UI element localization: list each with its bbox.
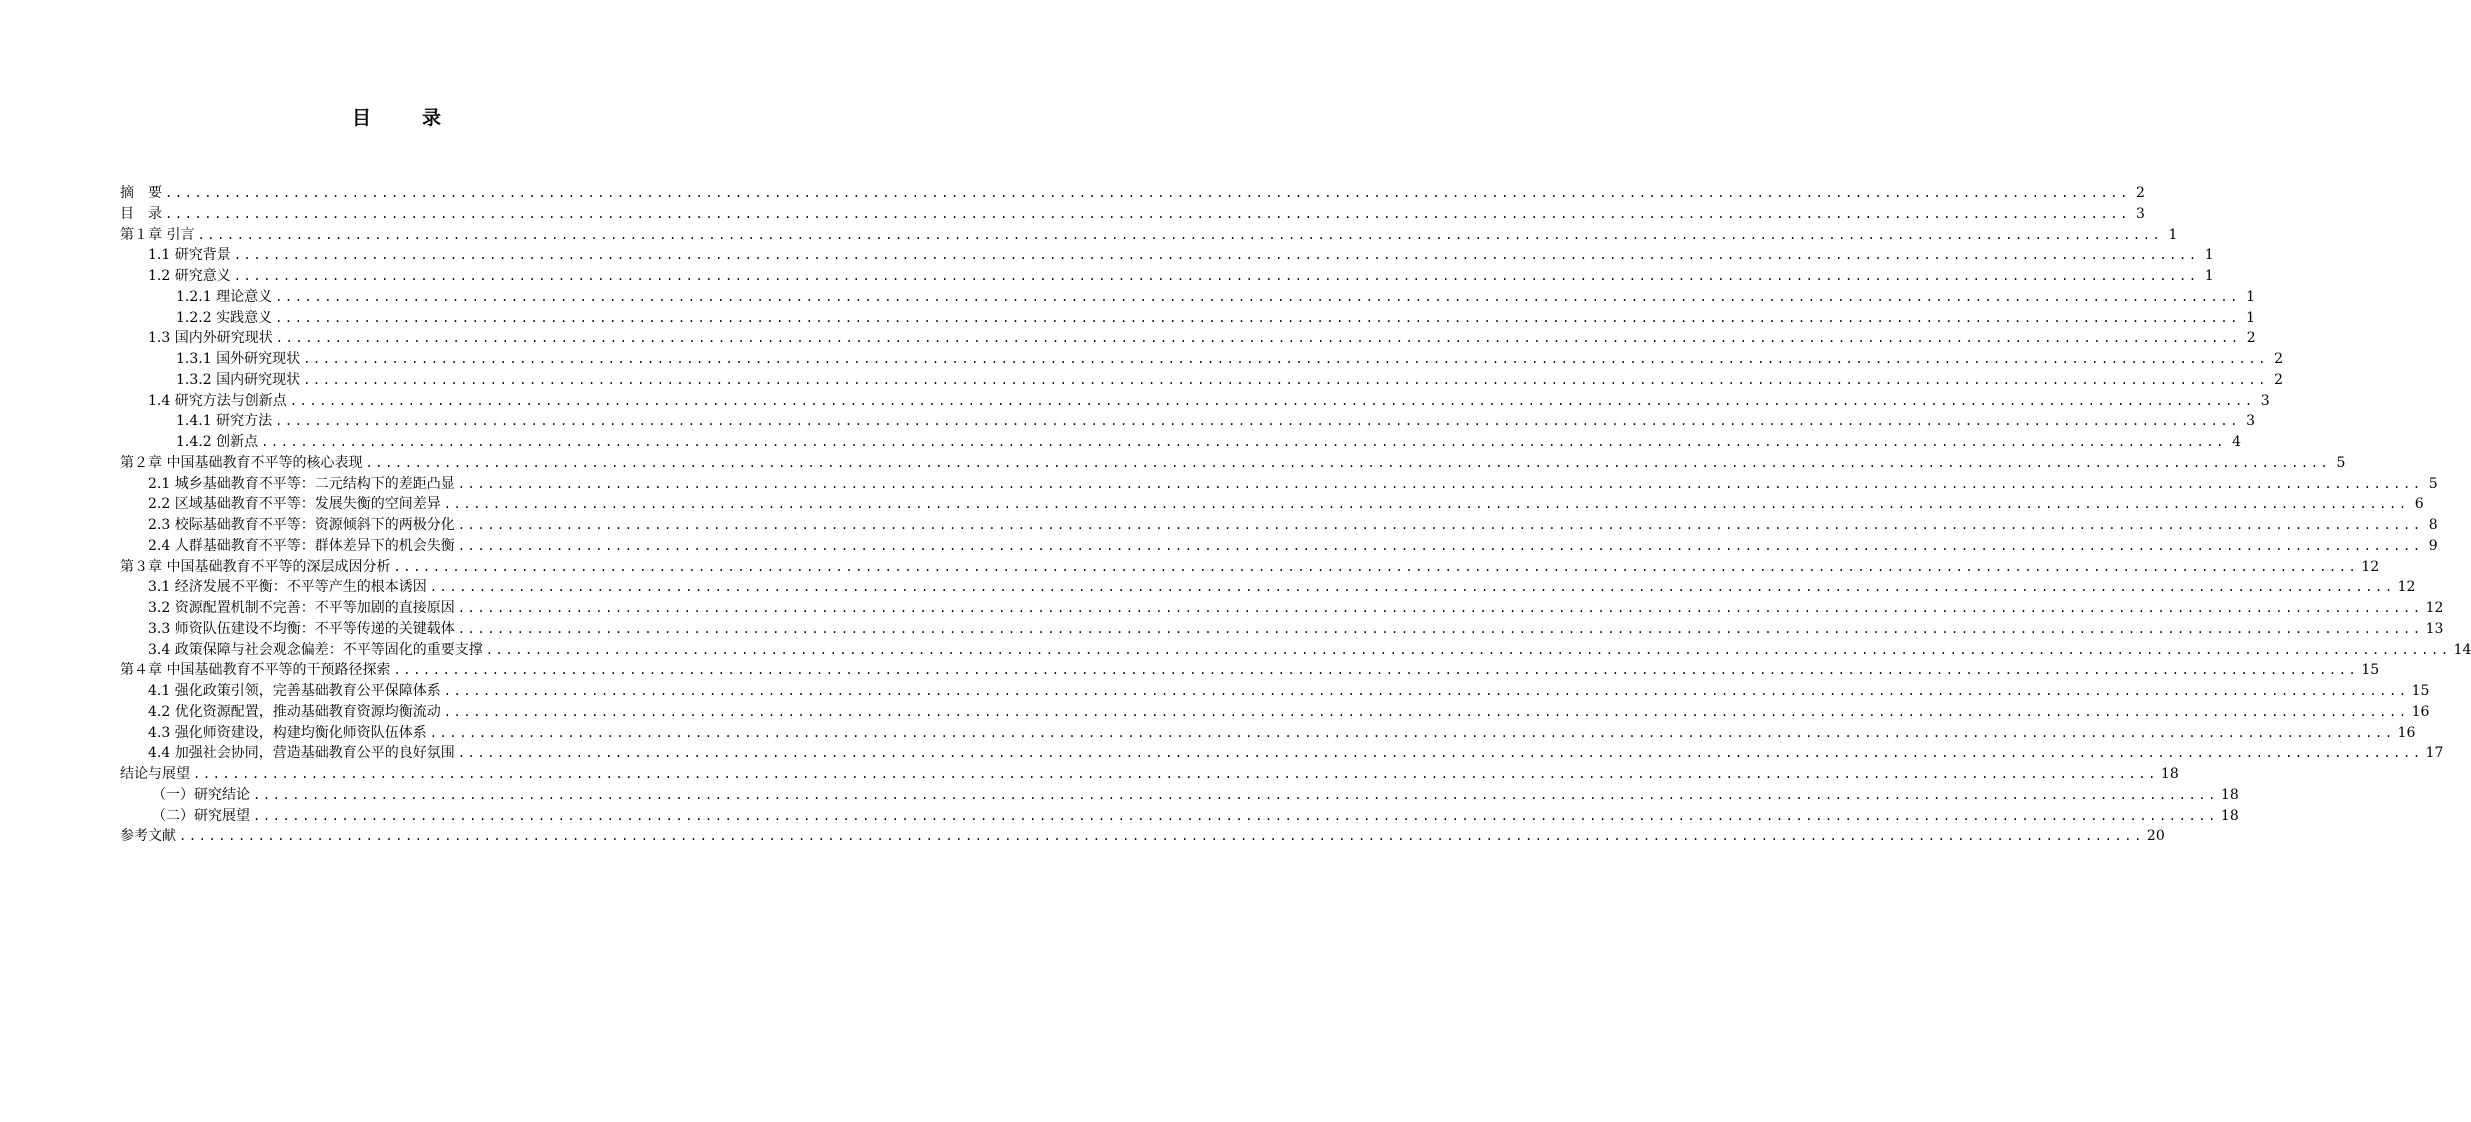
toc-entry-page-number: 2 (2246, 330, 2256, 347)
toc-entry-label: 1.3.2 国内研究现状 (176, 371, 301, 388)
toc-entry[interactable] (120, 308, 2255, 329)
toc-entry[interactable] (120, 245, 2214, 266)
toc-entry-label: 1.4.1 研究方法 (176, 413, 273, 430)
toc-entry[interactable] (120, 391, 2270, 412)
toc-entry-label: （一）研究结论 (152, 786, 250, 803)
toc-entry[interactable] (120, 557, 2380, 578)
toc-entry-label: 1.1 研究背景 (148, 247, 231, 264)
toc-entry-label: 3.2 资源配置机制不完善：不平等加剧的直接原因 (148, 600, 455, 616)
toc-entry-label: 2.2 区域基础教育不平等：发展失衡的空间差异 (148, 496, 441, 513)
toc-entry[interactable] (120, 453, 2346, 474)
toc-entry-label: 1.4 研究方法与创新点 (148, 392, 287, 409)
toc-entry[interactable] (120, 370, 2283, 391)
dot-leader: ........................................................................................................................................................................................................ (193, 767, 2158, 781)
toc-entry-label: 1.4.2 创新点 (176, 434, 259, 450)
toc-entry[interactable] (120, 598, 2444, 619)
toc-entry[interactable] (120, 225, 2178, 246)
toc-entry-label: 4.4 加强社会协同，营造基础教育公平的良好氛围 (148, 745, 455, 762)
dot-leader: ........................................................................................................................................................................................................ (303, 372, 2268, 387)
toc-entry-label: 摘 要 (120, 185, 162, 201)
dot-leader: ........................................................................................................................................................................................................ (393, 559, 2359, 574)
dot-leader: ........................................................................................................................................................................................................ (303, 352, 2268, 366)
dot-leader: ........................................................................................................................................................................................................ (443, 497, 2409, 512)
toc-entry[interactable] (120, 349, 2283, 370)
toc-entry[interactable] (120, 183, 2145, 204)
toc-entry[interactable] (120, 328, 2256, 349)
toc-entry-label: 第３章 中国基础教育不平等的深层成因分析 (120, 558, 391, 575)
table-of-contents (120, 183, 2471, 847)
toc-entry-page-number: 15 (2361, 662, 2380, 679)
toc-entry-page-number: 2 (2274, 371, 2283, 388)
toc-entry-label: 1.2.1 理论意义 (176, 288, 273, 305)
toc-entry-label: 第２章 中国基础教育不平等的核心表现 (120, 454, 363, 471)
dot-leader: ........................................................................................................................................................................................................ (457, 746, 2423, 761)
toc-entry[interactable] (120, 536, 2438, 557)
toc-entry[interactable] (120, 785, 2239, 806)
toc-title: 目 录 (351, 107, 457, 129)
dot-leader: ........................................................................................................................................................................................................ (365, 455, 2331, 470)
dot-leader: ........................................................................................................................................................................................................ (197, 227, 2163, 242)
toc-entry-page-number: 14 (2453, 641, 2471, 658)
dot-leader: ........................................................................................................................................................................................................ (443, 684, 2409, 698)
dot-leader: ........................................................................................................................................................................................................ (165, 206, 2130, 221)
toc-entry-page-number: 1 (2168, 226, 2178, 243)
toc-entry-page-number: 15 (2411, 683, 2430, 699)
dot-leader: ........................................................................................................................................................................................................ (253, 787, 2218, 802)
toc-entry-page-number: 4 (2232, 434, 2241, 450)
toc-entry-label: 2.1 城乡基础教育不平等：二元结构下的差距凸显 (148, 475, 455, 492)
toc-entry-page-number: 1 (2246, 309, 2255, 326)
dot-leader: ........................................................................................................................................................................................................ (253, 808, 2218, 823)
dot-leader: ........................................................................................................................................................................................................ (393, 663, 2359, 678)
toc-entry-page-number: 9 (2428, 537, 2438, 554)
dot-leader: ........................................................................................................................................................................................................ (485, 642, 2451, 657)
toc-entry-page-number: 20 (2146, 828, 2165, 845)
toc-entry-label: 3.3 师资队伍建设不均衡：不平等传递的关键载体 (148, 620, 455, 637)
toc-entry[interactable] (120, 411, 2255, 432)
dot-leader: ........................................................................................................................................................................................................ (429, 725, 2395, 740)
toc-entry-label: 4.1 强化政策引领，完善基础教育公平保障体系 (148, 683, 441, 699)
toc-entry[interactable] (120, 743, 2444, 764)
toc-entry[interactable] (120, 432, 2241, 453)
toc-entry-label: 2.3 校际基础教育不平等：资源倾斜下的两极分化 (148, 517, 455, 533)
toc-entry[interactable] (120, 723, 2416, 744)
toc-entry[interactable] (120, 806, 2239, 827)
toc-entry[interactable] (120, 640, 2471, 661)
dot-leader: ........................................................................................................................................................................................................ (429, 580, 2395, 595)
toc-entry-label: 1.3.1 国外研究现状 (176, 351, 301, 367)
dot-leader: ........................................................................................................................................................................................................ (457, 538, 2423, 553)
toc-entry-label: 目 录 (120, 205, 162, 222)
toc-entry-page-number: 18 (2160, 766, 2179, 782)
toc-entry[interactable] (120, 826, 2165, 847)
toc-entry[interactable] (120, 764, 2179, 785)
toc-entry-label: 1.2 研究意义 (148, 268, 231, 284)
dot-leader: ........................................................................................................................................................................................................ (457, 476, 2423, 491)
toc-entry-page-number: 8 (2428, 517, 2438, 533)
toc-entry-page-number: 17 (2425, 745, 2444, 762)
toc-entry-page-number: 3 (2246, 413, 2255, 430)
toc-entry-label: 第４章 中国基础教育不平等的干预路径探索 (120, 662, 391, 679)
toc-entry-page-number: 16 (2411, 703, 2430, 720)
toc-entry-label: 第１章 引言 (120, 226, 195, 243)
toc-entry-page-number: 1 (2246, 288, 2255, 305)
toc-entry-label: 结论与展望 (120, 766, 190, 782)
toc-entry-page-number: 16 (2397, 724, 2416, 741)
dot-leader: ........................................................................................................................................................................................................ (179, 829, 2144, 844)
dot-leader: ........................................................................................................................................................................................................ (275, 414, 2240, 429)
dot-leader: ........................................................................................................................................................................................................ (233, 248, 2199, 263)
toc-entry-page-number: 1 (2204, 247, 2214, 264)
toc-entry[interactable] (120, 660, 2380, 681)
dot-leader: ........................................................................................................................................................................................................ (289, 393, 2255, 408)
dot-leader: ........................................................................................................................................................................................................ (275, 310, 2240, 325)
dot-leader: ........................................................................................................................................................................................................ (233, 269, 2199, 283)
toc-entry-page-number: 12 (2425, 600, 2444, 616)
toc-entry-label: 4.2 优化资源配置，推动基础教育资源均衡流动 (148, 703, 441, 720)
toc-entry-page-number: 12 (2361, 558, 2380, 575)
dot-leader: ........................................................................................................................................................................................................ (261, 435, 2226, 449)
toc-entry-page-number: 18 (2220, 807, 2239, 824)
toc-entry-label: 1.3 国内外研究现状 (148, 330, 273, 347)
dot-leader: ........................................................................................................................................................................................................ (457, 621, 2423, 636)
toc-entry-label: 3.4 政策保障与社会观念偏差：不平等固化的重要支撑 (148, 641, 483, 658)
toc-entry-page-number: 13 (2425, 620, 2444, 637)
toc-entry-page-number: 6 (2414, 496, 2424, 513)
toc-entry-label: （二）研究展望 (152, 807, 250, 824)
toc-entry[interactable] (120, 204, 2145, 225)
toc-entry[interactable] (120, 619, 2444, 640)
toc-entry-page-number: 5 (2428, 475, 2438, 492)
toc-entry-page-number: 18 (2220, 786, 2239, 803)
toc-entry[interactable] (120, 515, 2438, 536)
dot-leader: ........................................................................................................................................................................................................ (457, 518, 2423, 532)
dot-leader: ........................................................................................................................................................................................................ (275, 289, 2240, 304)
toc-entry-page-number: 3 (2136, 205, 2145, 222)
toc-entry[interactable] (120, 702, 2430, 723)
toc-entry[interactable] (120, 577, 2416, 598)
toc-entry[interactable] (120, 681, 2430, 702)
toc-entry[interactable] (120, 287, 2255, 308)
toc-entry-label: 参考文献 (120, 828, 176, 845)
dot-leader: ........................................................................................................................................................................................................ (443, 704, 2409, 719)
toc-entry-label: 4.3 强化师资建设，构建均衡化师资队伍体系 (148, 724, 427, 741)
dot-leader: ........................................................................................................................................................................................................ (275, 331, 2241, 346)
toc-entry-page-number: 1 (2204, 268, 2214, 284)
toc-entry-page-number: 5 (2336, 454, 2346, 471)
dot-leader: ........................................................................................................................................................................................................ (165, 186, 2130, 200)
toc-entry[interactable] (120, 494, 2424, 515)
toc-entry-label: 3.1 经济发展不平衡：不平等产生的根本诱因 (148, 579, 427, 596)
dot-leader: ........................................................................................................................................................................................................ (457, 601, 2423, 615)
toc-entry[interactable] (120, 474, 2438, 495)
toc-entry-page-number: 12 (2397, 579, 2416, 596)
toc-entry-label: 1.2.2 实践意义 (176, 309, 273, 326)
toc-entry-page-number: 2 (2136, 185, 2145, 201)
toc-entry-page-number: 2 (2274, 351, 2283, 367)
toc-entry-label: 2.4 人群基础教育不平等：群体差异下的机会失衡 (148, 537, 455, 554)
toc-entry[interactable] (120, 266, 2214, 287)
toc-entry-page-number: 3 (2260, 392, 2270, 409)
